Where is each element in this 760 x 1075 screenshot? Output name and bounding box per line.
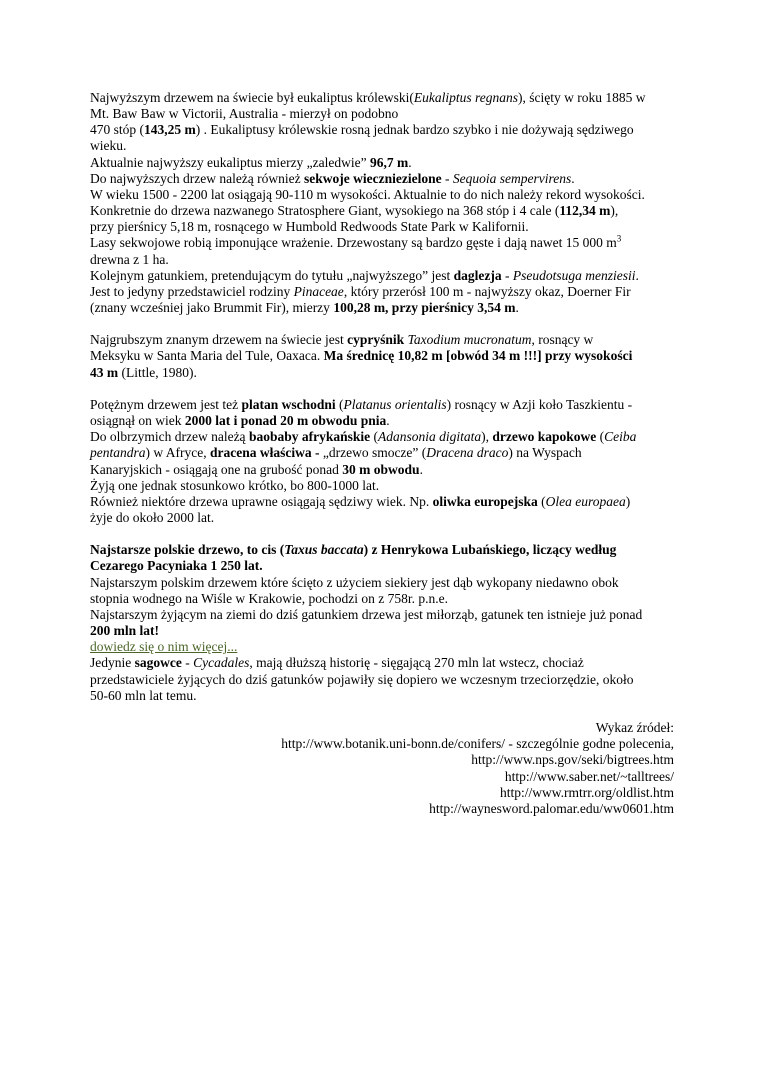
text-run: Żyją one jednak stosunkowo krótko, bo 800-1000 lat. <box>90 477 380 493</box>
text-line <box>90 688 674 704</box>
text-run: . <box>571 170 575 186</box>
text-run: Sequoia sempervirens <box>452 170 572 186</box>
text-run: Najstarszym żyjącym na ziemi do dziś gatunkiem drzewa jest miłorząb, gatunek ten istnieje już ponad <box>90 606 643 622</box>
text-line <box>90 155 674 171</box>
text-run: Cycadales <box>193 655 250 671</box>
text-run: „drzewo smocze” ( <box>319 445 427 461</box>
text-run: Kanaryjskich - osiągają one na grubość ponad <box>90 461 343 477</box>
text-line <box>90 171 674 187</box>
text-run: Pseudotsuga menziesii <box>512 267 636 283</box>
text-line <box>90 801 674 817</box>
text-run: Konkretnie do drzewa nazwanego Stratosphere Giant, wysokiego na 368 stóp i 4 cale ( <box>90 203 560 219</box>
text-line <box>90 542 674 558</box>
paragraph-mighty-trees <box>90 397 674 526</box>
text-run: Pinaceae <box>293 283 344 299</box>
text-run: 470 stóp ( <box>90 122 144 138</box>
text-run: http://www.botanik.uni-bonn.de/conifers/ - szczególnie godne polecenia, <box>281 736 674 752</box>
text-line <box>90 106 674 122</box>
text-run: 2000 lat i ponad 20 m obwodu pnia <box>184 413 387 429</box>
text-run: , który przerósł 100 m - najwyższy okaz, Doerner Fir <box>343 283 631 299</box>
text-run: ( <box>537 493 546 509</box>
text-run: (Little, 1980). <box>118 364 197 380</box>
text-run: Najstarsze polskie drzewo, to cis ( <box>90 542 285 558</box>
text-line <box>90 672 674 688</box>
text-run: Ceiba <box>604 429 637 445</box>
text-run: http://waynesword.palomar.edu/ww0601.htm <box>429 800 674 816</box>
text-run: , mają dłuższą historię - sięgającą 270 mln lat wstecz, chociaż <box>249 655 584 671</box>
text-line <box>90 494 674 510</box>
text-run: ( <box>335 396 344 412</box>
text-line <box>90 429 674 445</box>
text-run: ) rosnący w Azji koło Taszkientu - <box>446 396 633 412</box>
text-run: 112,34 m <box>559 203 611 219</box>
text-run: drewna z 1 ha. <box>90 251 169 267</box>
text-run: Adansonia digitata <box>377 429 482 445</box>
text-line <box>90 623 674 639</box>
text-run: dracena właściwa - <box>209 445 320 461</box>
text-run: pentandra <box>90 445 146 461</box>
text-line <box>90 332 674 348</box>
text-run: http://www.nps.gov/seki/bigtrees.htm <box>471 752 674 768</box>
text-line <box>90 397 674 413</box>
text-line <box>90 558 674 574</box>
text-line <box>90 203 674 219</box>
text-run: Platanus orientalis <box>343 396 447 412</box>
text-run: Najstarszym polskim drzewem które ścięto z użyciem siekiery jest dąb wykopany niedawno obok <box>90 574 619 590</box>
paragraph-oldest-trees <box>90 542 674 704</box>
text-run: 143,25 m <box>144 122 196 138</box>
text-run: sagowce <box>134 655 182 671</box>
text-line <box>90 639 674 655</box>
text-run: 3 <box>616 233 622 244</box>
text-run: Najgrubszym znanym drzewem na świecie jest <box>90 332 348 348</box>
sources-list <box>90 720 674 817</box>
text-run: Jedynie <box>90 655 135 671</box>
text-run: żyje do około 2000 lat. <box>90 510 215 526</box>
text-line <box>90 365 674 381</box>
text-run: ) . Eukaliptusy królewskie rosną jednak bardzo szybko i nie dożywają sędziwego <box>195 122 634 138</box>
text-run: - <box>181 655 194 671</box>
text-run: sekwoje wieczniezielone <box>304 170 442 186</box>
text-line <box>90 348 674 364</box>
text-run: (znany wcześniej jako Brummit Fir), mierzy <box>90 300 334 316</box>
text-line <box>90 575 674 591</box>
paragraph-tallest-trees <box>90 90 674 316</box>
text-run: http://www.rmtrr.org/oldlist.htm <box>499 784 674 800</box>
text-run: , rosnący w <box>531 332 594 348</box>
text-run: ), <box>610 203 619 219</box>
text-line <box>90 607 674 623</box>
text-run: Taxodium mucronatum <box>407 332 532 348</box>
text-run: . <box>408 154 412 170</box>
text-run: ) w Afryce, <box>145 445 210 461</box>
text-line <box>90 752 674 768</box>
text-line <box>90 591 674 607</box>
text-run: Jest to jedyny przedstawiciel rodziny <box>90 283 294 299</box>
text-run: ) na Wyspach <box>508 445 582 461</box>
text-run: Najwyższym drzewem na świecie był eukaliptus królewski( <box>90 90 414 105</box>
text-run: oliwka europejska <box>432 493 538 509</box>
text-run: drzewo kapokowe <box>492 429 597 445</box>
text-run: - <box>441 170 453 186</box>
text-run: W wieku 1500 - 2200 lat osiągają 90-110 m wysokości. Aktualnie to do nich należy rekord wysokości. <box>90 186 645 202</box>
text-run: . <box>419 461 423 477</box>
text-line <box>90 300 674 316</box>
text-run: 200 mln lat! <box>90 623 159 639</box>
text-run: 30 m obwodu <box>342 461 420 477</box>
text-run: Do olbrzymich drzew należą <box>90 429 249 445</box>
text-line <box>90 284 674 300</box>
text-run: 100,28 m, przy pierśnicy 3,54 m <box>333 300 516 316</box>
text-line <box>90 785 674 801</box>
text-line <box>90 138 674 154</box>
text-run: Do najwyższych drzew należą również <box>90 170 305 186</box>
text-line <box>90 445 674 461</box>
text-line <box>90 655 674 671</box>
text-run: Dracena draco <box>426 445 509 461</box>
text-run: Mt. Baw Baw w Victorii, Australia - mierzył on podobno <box>90 106 399 122</box>
text-line <box>90 510 674 526</box>
text-run: Lasy sekwojowe robią imponujące wrażenie. Drzewostany są bardzo gęste i dają nawet 15 000 m <box>90 235 617 251</box>
text-run: Kolejnym gatunkiem, pretendującym do tytułu „najwyższego” jest <box>90 267 454 283</box>
text-line <box>90 90 674 106</box>
more-info-link[interactable]: dowiedz się o nim więcej... <box>90 639 238 655</box>
text-run: osiągnął on wiek <box>90 413 185 429</box>
text-run: przedstawiciele żyjących do dziś gatunków pojawiły się dopiero we wczesnym trzeciorzędzie, około <box>90 671 634 687</box>
text-line <box>90 122 674 138</box>
paragraph-thickest-tree <box>90 332 674 380</box>
text-run: Ma średnicę 10,82 m [obwód 34 m !!!] przy wysokości <box>323 348 633 364</box>
text-run: - <box>501 267 513 283</box>
text-run: ( <box>596 429 605 445</box>
text-line <box>90 736 674 752</box>
text-run: wieku. <box>90 138 127 154</box>
text-run: Olea europaea <box>545 493 626 509</box>
text-run: cypryśnik <box>347 332 405 348</box>
text-line <box>90 252 674 268</box>
text-run: http://www.saber.net/~talltrees/ <box>504 768 674 784</box>
text-line <box>90 413 674 429</box>
text-run: platan wschodni <box>241 396 336 412</box>
text-run: ) z Henrykowa Lubańskiego, liczący według <box>363 542 617 558</box>
text-run: Taxus baccata <box>284 542 364 558</box>
text-run: baobaby afrykańskie <box>248 429 371 445</box>
text-run: Również niektóre drzewa uprawne osiągają sędziwy wiek. Np. <box>90 493 433 509</box>
text-run: 43 m <box>90 364 119 380</box>
text-line <box>90 219 674 235</box>
text-run: Eukaliptus regnans <box>413 90 519 105</box>
text-run: 50-60 mln lat temu. <box>90 687 197 703</box>
text-run: ) <box>625 493 631 509</box>
text-line <box>90 187 674 203</box>
text-line <box>90 235 674 251</box>
text-run: Wykaz źródeł: <box>595 720 674 736</box>
text-run: daglezja <box>453 267 502 283</box>
text-line <box>90 478 674 494</box>
text-run: Meksyku w Santa Maria del Tule, Oaxaca. <box>90 348 324 364</box>
text-run: . <box>515 300 519 316</box>
text-run: przy pierśnicy 5,18 m, rosnącego w Humbold Redwoods State Park w Kalifornii. <box>90 219 529 235</box>
text-run: ), <box>481 429 493 445</box>
text-run: Potężnym drzewem jest też <box>90 396 242 412</box>
text-run: . <box>386 413 390 429</box>
text-run: ), ścięty w roku 1885 w <box>518 90 646 105</box>
text-run: stopnia wodnego na Wiśle w Krakowie, pochodzi on z 758r. p.n.e. <box>90 590 449 606</box>
text-run: ( <box>370 429 378 445</box>
text-line <box>90 720 674 736</box>
text-run: Aktualnie najwyższy eukaliptus mierzy „zaledwie” <box>90 154 371 170</box>
document-body <box>90 90 674 817</box>
text-line <box>90 462 674 478</box>
text-run: Cezarego Pacyniaka 1 250 lat. <box>90 558 263 574</box>
text-line <box>90 769 674 785</box>
text-line <box>90 268 674 284</box>
text-run: . <box>635 267 639 283</box>
text-run: 96,7 m <box>370 154 409 170</box>
